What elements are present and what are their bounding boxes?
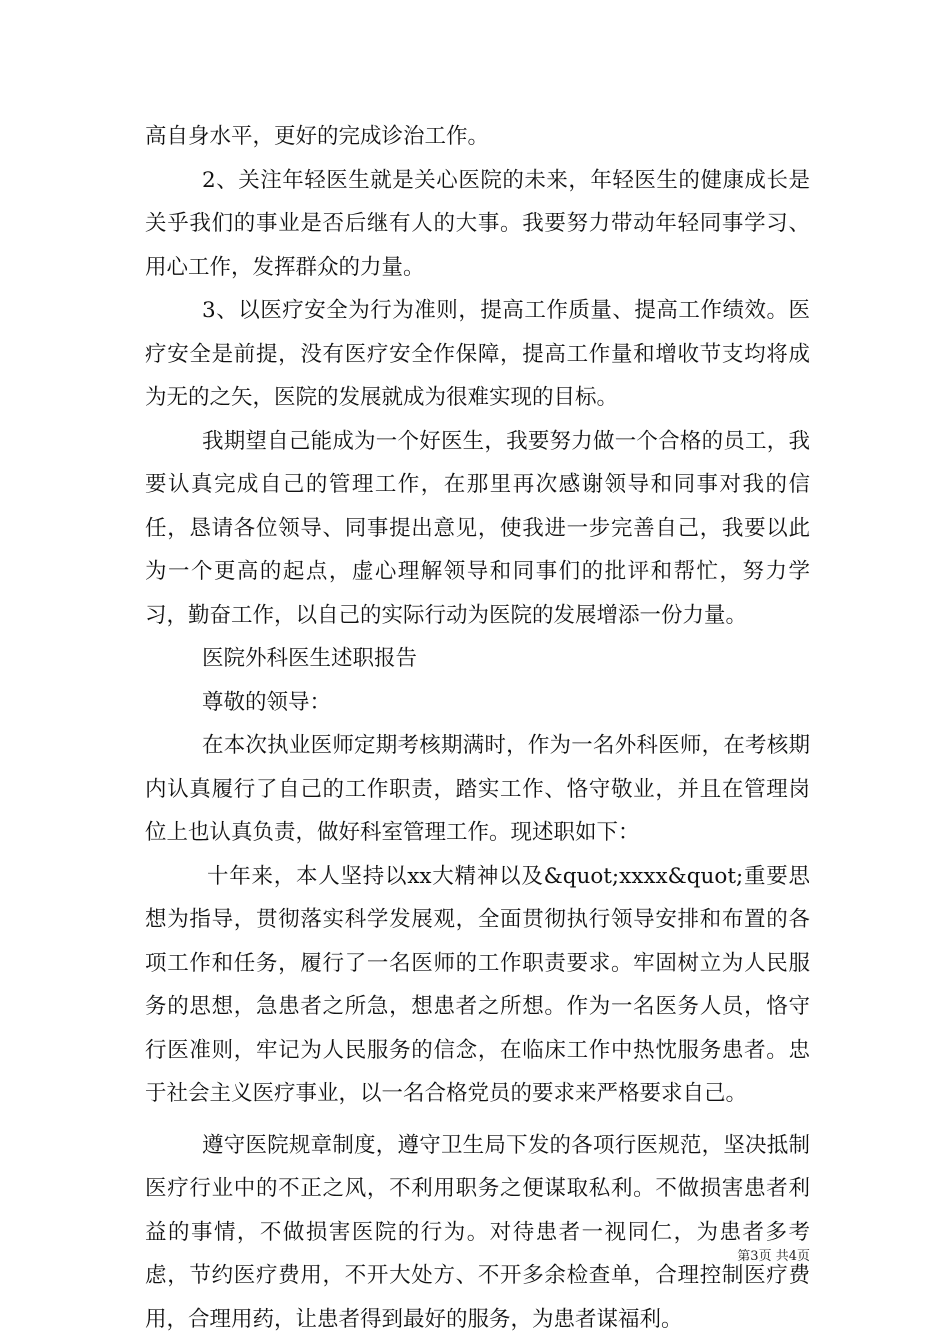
salutation: 尊敬的领导：: [202, 689, 332, 715]
footer-suffix: 页: [796, 1249, 810, 1264]
paragraph-rules: 遵守医院规章制度，遵守卫生局下发的各项行医规范，坚决抵制医疗行业中的不正之风，不利用职务之便谋取私利。不做损害患者利益的事情，不做损害医院的行为。对待患者一视同仁，为患者多考虑，节约医疗费用，不开大处方、不开多余检查单，合理控制医疗费用，合理用药，让患者得到最好的服务，为患者谋福利。: [145, 1132, 810, 1332]
paragraph-point-2: 2、关注年轻医生就是关心医院的未来，年轻医生的健康成长是关乎我们的事业是否后继有人的大事。我要努力带动年轻同事学习、用心工作，发挥群众的力量。: [145, 167, 810, 280]
report-title: 医院外科医生述职报告: [202, 646, 418, 671]
paragraph-intro: 在本次执业医师定期考核期满时，作为一名外科医师，在考核期内认真履行了自己的工作职责，踏实工作、恪守敬业，并且在管理岗位上也认真负责，做好科室管理工作。现述职如下：: [145, 733, 810, 845]
footer-total-pages: 4: [788, 1249, 797, 1264]
footer-prefix: 第: [737, 1249, 751, 1264]
paragraph-ten-years: 十年来，本人坚持以xx大精神以及&quot;xxxx&quot;重要思想为指导，贯彻落实科学发展观，全面贯彻执行领导安排和布置的各项工作和任务，履行了一名医师的工作职责要求。牢固树立为人民服务的思想，急患者之所急，想患者之所想。作为一名医务人员，恪守行医准则，牢记为人民服务的信念，在临床工作中热忱服务患者。忠于社会主义医疗事业，以一名合格党员的要求来严格要求自己。: [145, 863, 810, 1106]
paragraph-point-3: 3、以医疗安全为行为准则，提高工作质量、提高工作绩效。医疗安全是前提，没有医疗安全作保障，提高工作量和增收节支均将成为无的之矢，医院的发展就成为很难实现的目标。: [145, 298, 810, 410]
paragraph-closing: 我期望自己能成为一个好医生，我要努力做一个合格的员工，我要认真完成自己的管理工作，在那里再次感谢领导和同事对我的信任，恳请各位领导、同事提出意见，使我进一步完善自己，我要以此为一个更高的起点，虚心理解领导和同事们的批评和帮忙，努力学习，勤奋工作，以自己的实际行动为医院的发展增添一份力量。: [145, 428, 810, 628]
paragraph-continuation: 高自身水平，更好的完成诊治工作。: [145, 124, 490, 149]
document-body: [145, 115, 810, 1341]
page-footer: [690, 1249, 810, 1265]
footer-middle: 页 共: [758, 1249, 789, 1264]
footer-current-page: 3: [750, 1249, 759, 1264]
